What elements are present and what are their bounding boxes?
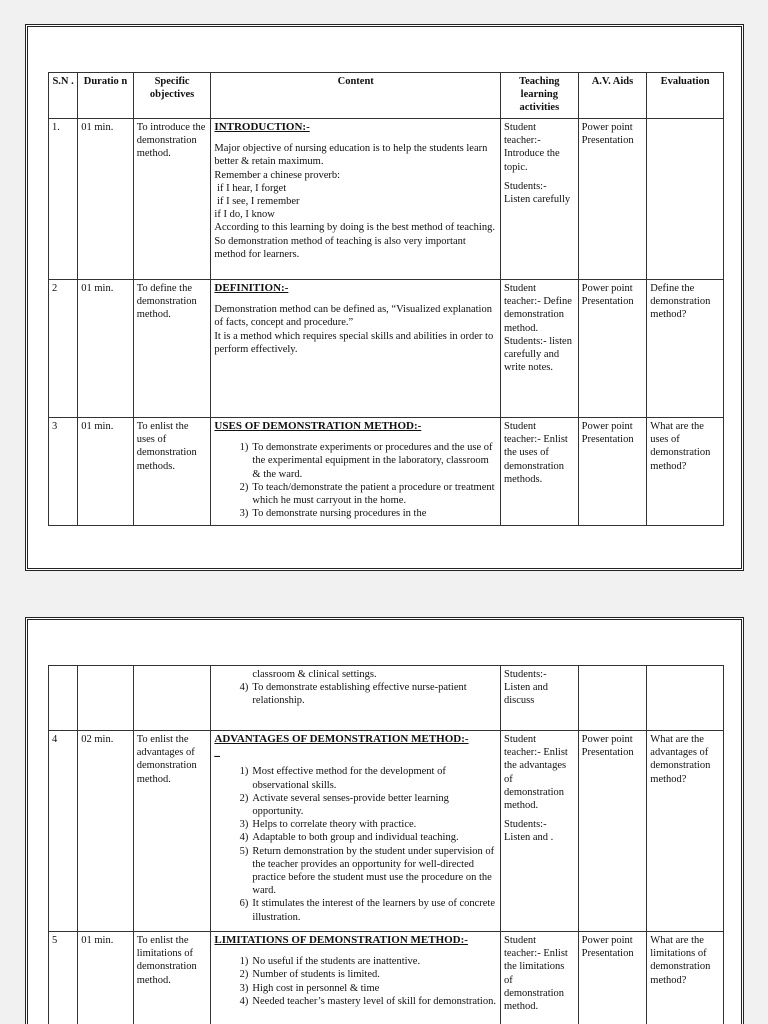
table-row: [49, 666, 724, 731]
section-title: USES OF DEMONSTRATION METHOD:-: [214, 420, 422, 432]
cell-objective: To define the demonstration method.: [133, 280, 211, 418]
cell-objective: To enlist the advantages of demonstration method.: [133, 731, 211, 932]
cell-content: [211, 119, 501, 280]
content-line: It is a method which requires special skills and abilities in order to perform effectively.: [214, 330, 494, 355]
list-item: 1) Most effective method for the development of observational skills.: [239, 766, 446, 791]
uses-list-continued: [238, 681, 497, 707]
cell-evaluation: [647, 119, 724, 280]
cell-sn: 3: [49, 418, 78, 526]
cell-duration: 01 min.: [78, 932, 133, 1024]
cell-duration: [78, 666, 133, 731]
uses-list: [238, 441, 497, 520]
header-sn: S.N .: [49, 73, 78, 119]
cell-teaching: Students:- Listen and discuss: [500, 666, 578, 731]
cell-objective: To enlist the limitations of demonstration method.: [133, 932, 211, 1024]
cell-duration: 01 min.: [78, 280, 133, 418]
list-item: 3) To demonstrate nursing procedures in the: [239, 508, 427, 520]
document-page-1: [25, 24, 744, 571]
list-item: 1) No useful if the students are inattentive.: [239, 956, 421, 968]
cell-teaching: [500, 731, 578, 932]
content-line: Remember a chinese proverb:: [214, 169, 341, 181]
header-duration: Duratio n: [78, 73, 133, 119]
table-header-row: [49, 73, 724, 119]
header-teaching: Teaching learning activities: [500, 73, 578, 119]
cell-av-aids: Power point Presentation: [578, 280, 647, 418]
cell-av-aids: Power point Presentation: [578, 418, 647, 526]
list-item: 3) High cost in personnel & time: [239, 982, 380, 994]
teacher-activity: Student teacher:- Enlist the advantages of demonstration method.: [503, 734, 568, 812]
cell-av-aids: Power point Presentation: [578, 731, 647, 932]
cell-sn: [49, 666, 78, 731]
list-item: 2) Activate several senses-provide better learning opportunity.: [239, 792, 449, 818]
section-title: INTRODUCTION:-: [214, 121, 310, 133]
cell-evaluation: [647, 666, 724, 731]
cell-objective: To introduce the demonstration method.: [133, 119, 211, 280]
header-av-aids: A.V. Aids: [578, 73, 647, 119]
cell-evaluation: What are the limitations of demonstration method?: [647, 932, 724, 1024]
teacher-activity: Student teacher:- Introduce the topic.: [503, 122, 560, 173]
content-line: According to this learning by doing is the best method of teaching. So demonstration method of teaching is also very important method for learners.: [214, 222, 495, 260]
table-row: [49, 731, 724, 932]
table-row: [49, 119, 724, 280]
student-activity: Students:- Listen and .: [503, 819, 554, 844]
document-page-2: [25, 617, 744, 1024]
teacher-activity: Student teacher:- Define demonstration method.: [503, 283, 572, 334]
list-item: 2) To teach/demonstrate the patient a procedure or treatment which he must carryout in the home.: [239, 481, 495, 507]
header-objectives: Specific objectives: [133, 73, 211, 119]
limitations-list: [238, 955, 497, 1008]
cell-evaluation: What are the advantages of demonstration method?: [647, 731, 724, 932]
cell-duration: 01 min.: [78, 119, 133, 280]
section-title: ADVANTAGES OF DEMONSTRATION METHOD:- _: [214, 733, 469, 759]
header-evaluation: Evaluation: [647, 73, 724, 119]
list-item: 1) To demonstrate experiments or procedures and the use of the experimental equipment in the laboratory, classroom & the ward.: [239, 442, 493, 480]
cell-objective: [133, 666, 211, 731]
content-line: if I see, I remember: [214, 196, 300, 208]
list-item: 4) To demonstrate establishing effective nurse-patient relationship.: [239, 682, 467, 707]
advantages-list: [238, 765, 497, 923]
cell-content: [211, 280, 501, 418]
content-line: if I hear, I forget: [214, 182, 287, 194]
cell-sn: 4: [49, 731, 78, 932]
continued-text: classroom & clinical settings.: [252, 669, 377, 680]
content-line: Major objective of nursing education is to help the students learn better & retain maximum.: [214, 143, 488, 168]
student-activity: Students:- listen carefully and write notes.: [503, 335, 572, 374]
cell-teaching: Student teacher:- Enlist the uses of demonstration methods.: [500, 418, 578, 526]
cell-objective: To enlist the uses of demonstration methods.: [133, 418, 211, 526]
cell-content: [211, 731, 501, 932]
list-item: 2) Number of students is limited.: [239, 969, 380, 981]
section-title: DEFINITION:-: [214, 282, 289, 294]
cell-av-aids: Power point Presentation: [578, 932, 647, 1024]
cell-teaching: [500, 119, 578, 280]
list-item: 3) Helps to correlate theory with practice.: [239, 819, 417, 831]
cell-sn: 1.: [49, 119, 78, 280]
cell-teaching: [500, 280, 578, 418]
cell-content: [211, 932, 501, 1024]
cell-av-aids: Power point Presentation: [578, 119, 647, 280]
list-item: 4) Adaptable to both group and individual teaching.: [239, 832, 459, 844]
content-line: if I do, I know: [214, 209, 275, 221]
student-activity: Students:- Listen carefully: [503, 180, 571, 206]
content-line: Demonstration method can be defined as, “Visualized explanation of facts, concept and procedure.”: [214, 304, 492, 329]
cell-teaching: Student teacher:- Enlist the limitations of demonstration method.: [500, 932, 578, 1024]
lesson-plan-table-continued: [48, 665, 724, 1024]
cell-evaluation: What are the uses of demonstration method?: [647, 418, 724, 526]
cell-av-aids: [578, 666, 647, 731]
table-row: [49, 280, 724, 418]
cell-evaluation: Define the demonstration method?: [647, 280, 724, 418]
table-row: [49, 418, 724, 526]
cell-sn: 5: [49, 932, 78, 1024]
section-title: LIMITATIONS OF DEMONSTRATION METHOD:-: [214, 934, 468, 946]
cell-sn: 2: [49, 280, 78, 418]
list-item: 5) Return demonstration by the student under supervision of the teacher provides an opportunity for well-directed practice before the student must use the procedure on the ward.: [239, 845, 495, 897]
cell-duration: 02 min.: [78, 731, 133, 932]
list-item: 6) It stimulates the interest of the learners by use of concrete illustration.: [239, 898, 495, 923]
lesson-plan-table: [48, 72, 724, 526]
table-row: [49, 932, 724, 1024]
cell-duration: 01 min.: [78, 418, 133, 526]
list-item: 4) Needed teacher’s mastery level of skill for demonstration.: [239, 995, 496, 1007]
cell-content: [211, 418, 501, 526]
header-content: Content: [211, 73, 501, 119]
cell-content: [211, 666, 501, 731]
